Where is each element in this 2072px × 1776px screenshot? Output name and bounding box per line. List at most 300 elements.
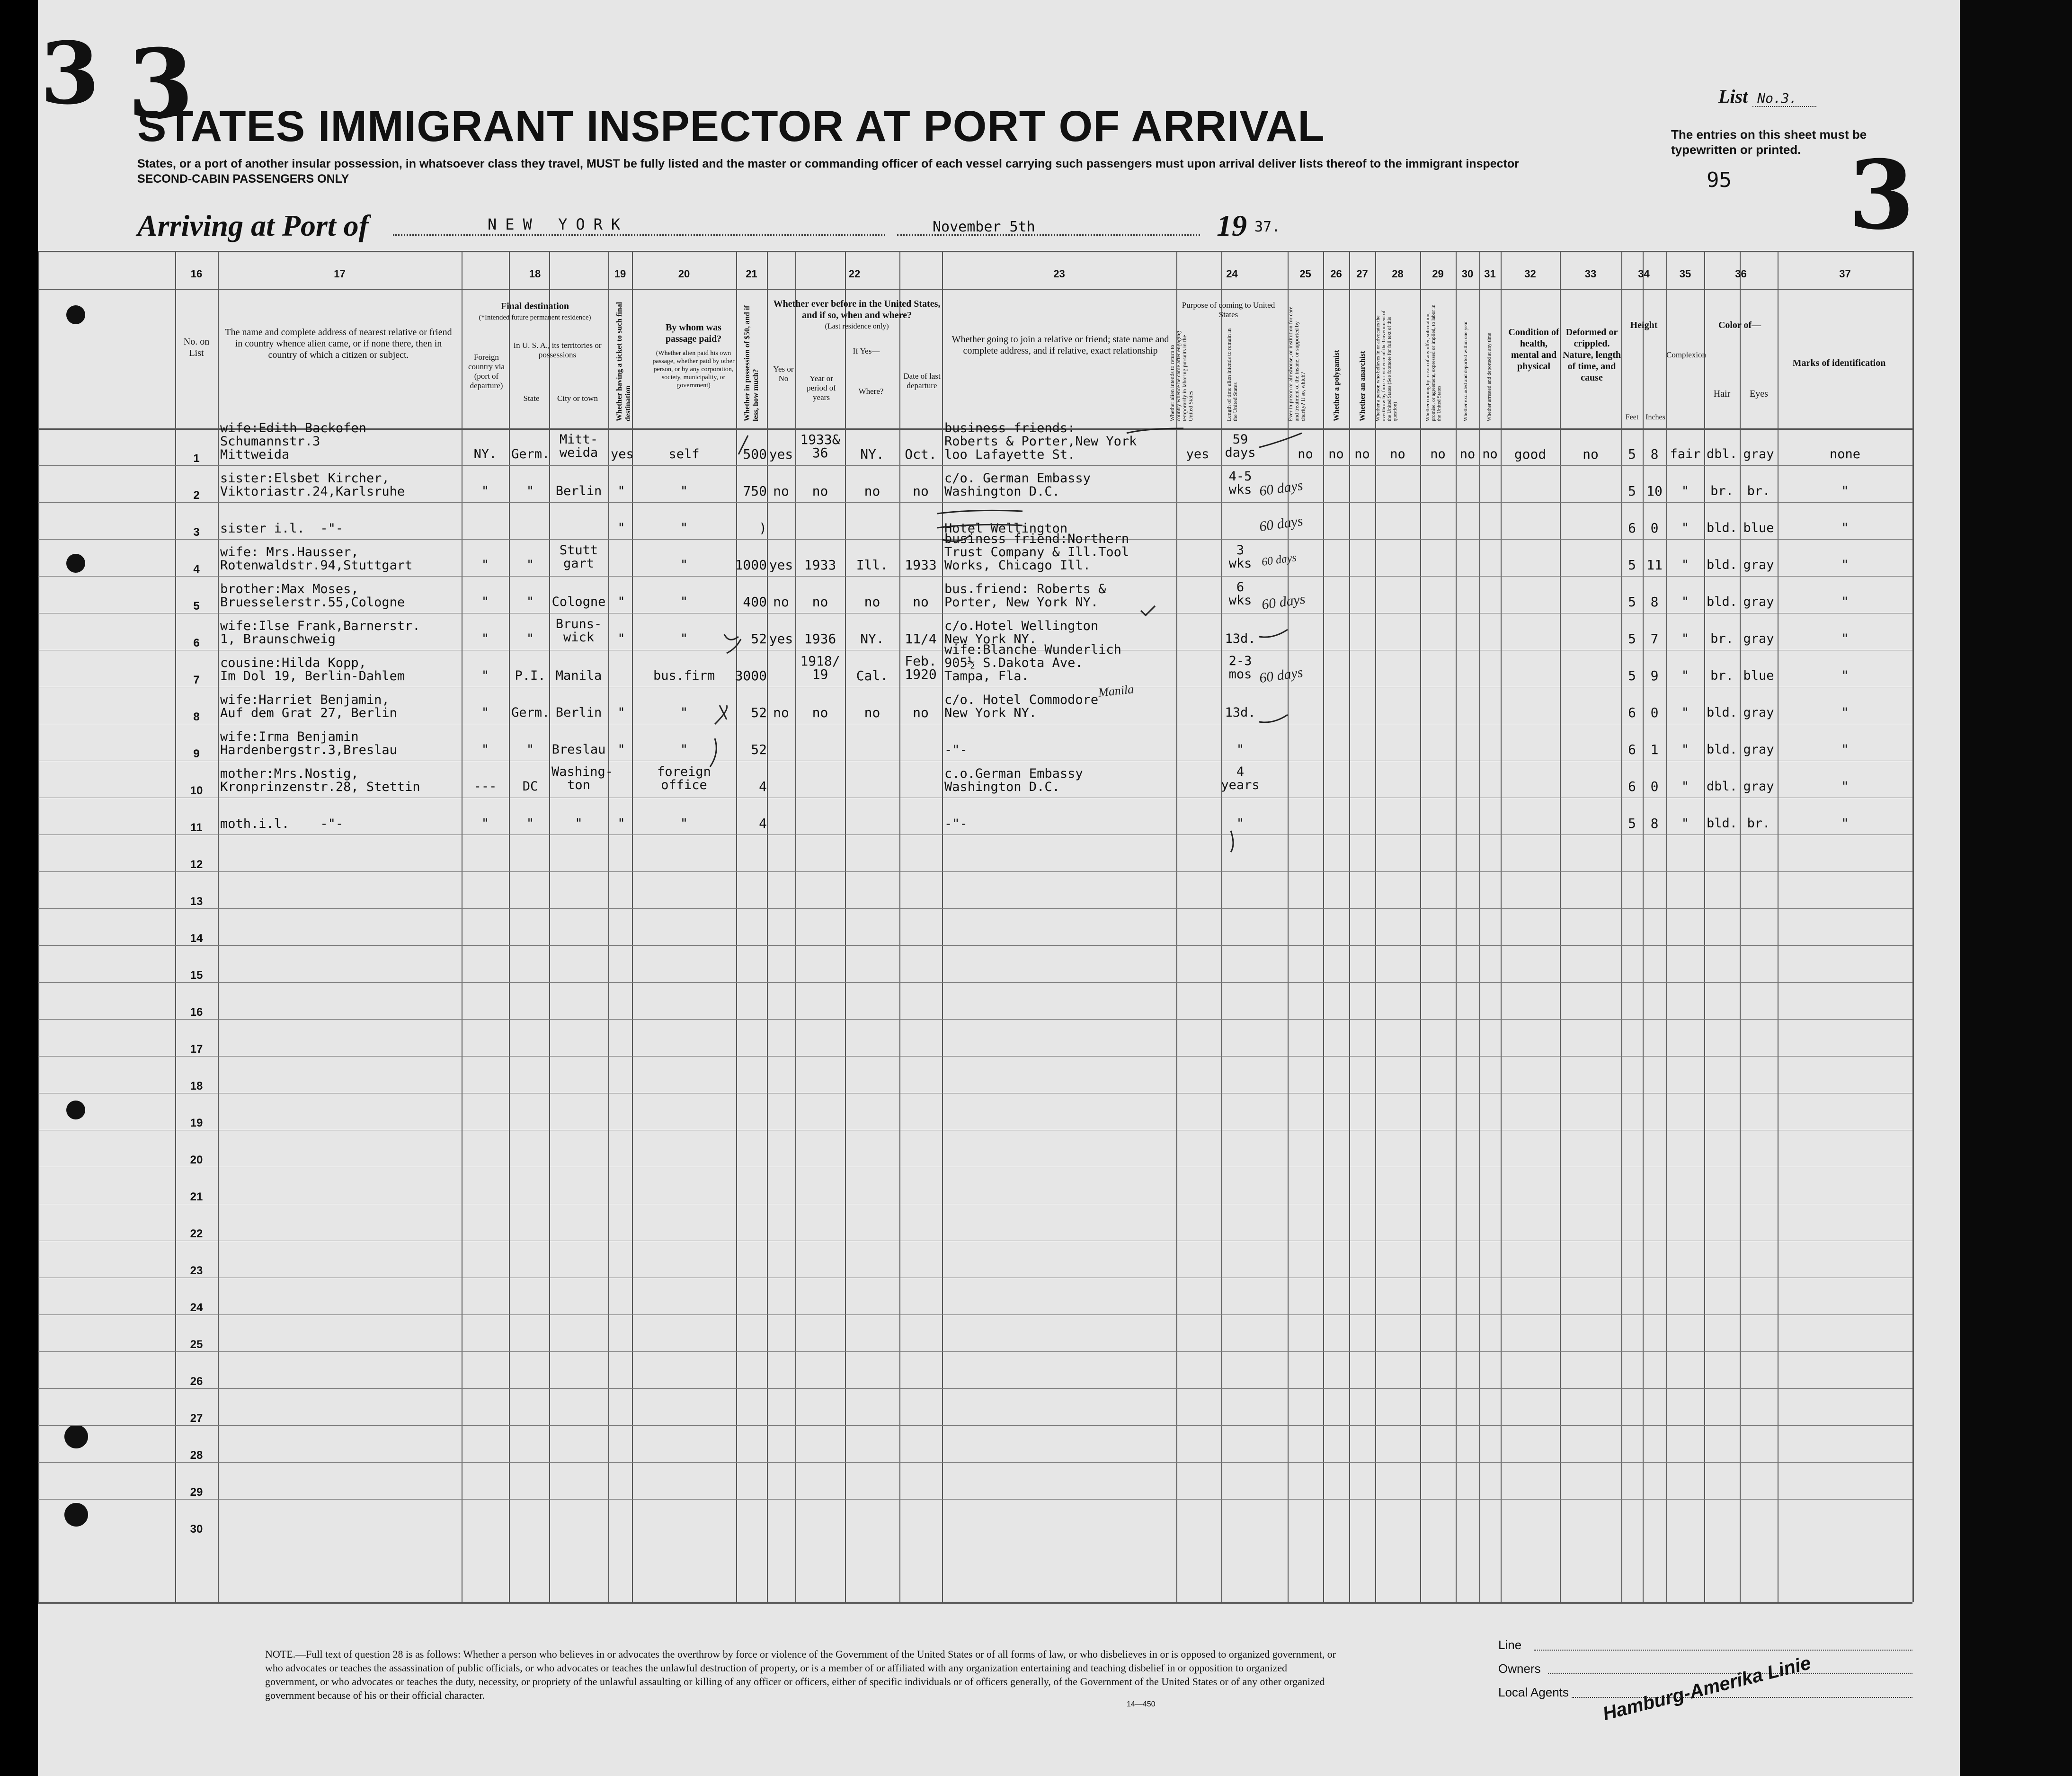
header-hair: Hair: [1713, 389, 1731, 399]
cell-before: no: [773, 705, 789, 720]
cell-join-1: wife:Blanche Wunderlich: [944, 642, 1121, 657]
cell-where: no: [864, 483, 880, 499]
cell-feet: 5: [1628, 816, 1636, 831]
header-excluded: Whether excluded and deported within one year: [1463, 321, 1468, 421]
handwritten-stay-note: 60 days: [1258, 664, 1304, 686]
cell-state: Germ.: [511, 447, 550, 462]
cell-join-3: Tampa, Fla.: [944, 669, 1029, 684]
cell-years: no: [812, 483, 828, 499]
cell-ticket: ": [617, 521, 625, 535]
cell-city: ": [575, 816, 583, 831]
cell-ticket: ": [617, 816, 625, 831]
cell-marks: ": [1841, 631, 1849, 646]
row-number: 19: [190, 1117, 203, 1129]
cell-money: 52: [751, 742, 767, 757]
cell-hair: br.: [1710, 631, 1734, 646]
cell-p-length: 4 years: [1221, 764, 1260, 792]
cell-foreign: ": [481, 742, 489, 757]
cell-feet: 5: [1628, 483, 1636, 499]
row-number: 7: [193, 674, 200, 686]
cell-state: ": [526, 558, 534, 572]
column-number: 29: [1432, 268, 1444, 280]
cell-money: 4: [759, 816, 767, 831]
cell-paid: self: [668, 447, 700, 462]
header-city: City or town: [557, 394, 598, 403]
header-if-yes: If Yes—: [853, 346, 880, 355]
cell-p-length: 3 wks: [1228, 543, 1252, 571]
cell-join-3: Works, Chicago Ill.: [944, 558, 1091, 573]
header-overthrow: Whether a person who believes in or advocates the overthrow by force or violence of the Government of the United States (See footnote for full text of this question): [1375, 311, 1398, 421]
cell-hair: bld.: [1706, 521, 1738, 535]
cell-marks: ": [1841, 668, 1849, 683]
cell-join-2: Trust Company & Ill.Tool: [944, 545, 1129, 559]
cell-money: 4: [759, 779, 767, 794]
row-number: 9: [193, 747, 200, 760]
cell-c26: no: [1328, 447, 1344, 462]
cell-c27: no: [1354, 447, 1370, 462]
cell-hair: br.: [1710, 668, 1734, 683]
cell-feet: 6: [1628, 742, 1636, 757]
cell-before: yes: [769, 557, 793, 573]
cell-feet: 5: [1628, 631, 1636, 647]
cell-p-length: 4-5 wks: [1228, 469, 1252, 497]
cell-city: Stutt gart: [559, 543, 598, 571]
cell-join-1: c/o. Hotel Commodore: [944, 693, 1099, 707]
cell-relative-1: mother:Mrs.Nostig,: [220, 766, 359, 781]
checkmark-stroke: [942, 535, 970, 541]
cell-complexion: ": [1681, 779, 1690, 794]
cell-join-1: -"-: [944, 817, 968, 831]
cell-state: ": [526, 595, 534, 609]
header-prison: Ever in prison or almshouse, or institution for care and treatment of the insane, or supported by charity? If so, which?: [1287, 306, 1306, 421]
column-number: 26: [1330, 268, 1342, 280]
column-number: 20: [678, 268, 690, 280]
row-number: 16: [190, 1006, 203, 1019]
cell-p-length: ": [1236, 742, 1245, 757]
cell-p-length: 13d.: [1225, 705, 1256, 720]
column-number: 31: [1484, 268, 1496, 280]
cell-paid: ": [680, 705, 688, 720]
cell-money: ): [759, 520, 767, 536]
arrival-date: November 5th: [933, 219, 1035, 235]
column-number: 17: [334, 268, 346, 280]
cell-departure: 1933: [905, 557, 937, 573]
row-number: 1: [193, 452, 200, 465]
cell-relative-3: Mittweida: [220, 447, 290, 462]
checkmark-stroke: [710, 738, 716, 767]
row-number: 22: [190, 1227, 203, 1240]
cell-hair: bld.: [1706, 816, 1738, 831]
cell-hair: bld.: [1706, 742, 1738, 757]
header-complexion: Complexion: [1666, 350, 1707, 359]
header-anarchist: Whether an anarchist: [1359, 351, 1367, 421]
row-number: 2: [193, 489, 200, 502]
cell-inches: 10: [1646, 483, 1663, 499]
cell-feet: 5: [1628, 446, 1636, 462]
cell-state: ": [526, 631, 534, 646]
page-subtitle: States, or a port of another insular possession, in whatsoever class they travel, MUST be fully listed and the master or commanding officer of each vessel carrying such passengers must upon arrival deliver lists thereof to the immigrant inspector SECOND-CABIN PASSENGERS ONLY: [137, 157, 1519, 186]
row-number: 24: [190, 1301, 203, 1314]
row-number: 27: [190, 1412, 203, 1425]
cell-eyes: gray: [1743, 705, 1774, 720]
checkmark-stroke: [738, 435, 748, 454]
header-yes-no: Yes or No: [773, 364, 794, 383]
cell-money: 52: [751, 631, 767, 647]
column-number: 30: [1461, 268, 1474, 280]
cell-foreign: ": [481, 668, 489, 683]
column-number: 21: [746, 268, 757, 280]
checkmark-strokes: [710, 428, 1302, 852]
cell-marks: ": [1841, 742, 1849, 757]
header-labor-offer: Whether coming by reason of any offer, solicitation, promise, or agreement, expressed or implied, to labor in the United States: [1425, 304, 1442, 421]
checkmark-stroke: [1259, 630, 1288, 637]
row-number: 28: [190, 1449, 203, 1462]
cell-eyes: gray: [1743, 779, 1774, 794]
cell-paid: ": [680, 631, 688, 646]
header-joining: Whether going to join a relative or friend; state name and complete address, and if relative, exact relationship: [952, 334, 1169, 356]
cell-relative-1: wife: Mrs.Hausser,: [220, 545, 359, 559]
cell-years: no: [812, 705, 828, 720]
checkmark-stroke: [1259, 433, 1302, 447]
footnote-question-28: NOTE.—Full text of question 28 is as follows: Whether a person who believes in or advocates the overthrow by force or violence of the Government of the United States or of all forms of law, or who disbelieves in or is opposed to organized government, or who advocates or teaches the assassination of public officials, or who advocates or teaches the unlawful destruction of property, or is a member of or affiliated with any organization entertaining and teaching disbelief in or opposition to organized government, or who advocates or teaches the duty, necessity, or propriety of the unlawful assaulting or killing of any officer or officers, either of specific individuals or of officers generally, of the Government of the United States or of any other organized government because of his or their official character.: [265, 1648, 1336, 1701]
line-label: Line: [1498, 1638, 1522, 1652]
checkmark-stroke: [724, 634, 741, 653]
cell-relative-2: Viktoriastr.24,Karlsruhe: [220, 484, 405, 499]
cell-state: DC: [522, 779, 538, 794]
cell-inches: 11: [1646, 557, 1663, 573]
header-purpose: Purpose of coming to United States: [1182, 301, 1275, 319]
column-number: 24: [1226, 268, 1238, 280]
cell-eyes: gray: [1743, 447, 1774, 462]
cell-departure: 11/4: [905, 631, 937, 647]
column-number: 18: [529, 268, 541, 280]
cell-join-2: Washington D.C.: [944, 484, 1060, 499]
cell-c30: no: [1459, 447, 1476, 462]
cell-join-1: Hotel Wellington: [944, 521, 1068, 536]
cell-health: good: [1514, 446, 1547, 462]
column-number: 33: [1584, 268, 1597, 280]
row-number: 5: [193, 600, 200, 613]
cell-before: no: [773, 594, 789, 610]
header-year-period: Year or period of years: [807, 374, 836, 402]
cell-years: no: [812, 594, 828, 610]
cell-city: Breslau: [551, 742, 606, 757]
cell-relative-1: wife:Edith Backofen: [220, 421, 366, 435]
cell-inches: 0: [1650, 779, 1659, 794]
header-where: Where?: [858, 387, 884, 396]
cell-foreign: ": [481, 558, 489, 572]
cell-relative-1: sister:Elsbet Kircher,: [220, 471, 390, 486]
cell-feet: 5: [1628, 557, 1636, 573]
form-number: 14—450: [1127, 1700, 1156, 1708]
cell-p-length: ": [1236, 816, 1245, 831]
cell-c29: no: [1430, 447, 1446, 462]
row-number: 26: [190, 1375, 203, 1388]
row-number: 20: [190, 1154, 203, 1166]
cell-before: yes: [769, 631, 793, 647]
cell-before: yes: [769, 446, 793, 462]
cell-marks: ": [1841, 705, 1849, 720]
cell-ticket: yes: [611, 447, 634, 462]
cell-hair: bld.: [1706, 595, 1738, 609]
cell-join-2: Washington D.C.: [944, 780, 1060, 794]
cell-hair: bld.: [1706, 558, 1738, 572]
cell-complexion: ": [1681, 484, 1690, 498]
cell-city: Cologne: [551, 595, 606, 609]
cell-feet: 5: [1628, 668, 1636, 684]
cell-complexion: ": [1681, 816, 1690, 831]
cell-complexion: fair: [1670, 447, 1701, 462]
page-number: 95: [1707, 168, 1732, 192]
cell-departure: no: [913, 483, 929, 499]
cell-years: 1936: [804, 631, 836, 647]
header-feet: Feet: [1625, 413, 1639, 421]
cell-years: 1933& 36: [800, 432, 840, 461]
cell-join-1: business friends:: [944, 421, 1076, 435]
column-number: 25: [1299, 268, 1311, 280]
cell-city: Berlin: [555, 484, 602, 498]
header-height: Height: [1630, 320, 1658, 330]
cell-money: 1000: [735, 557, 767, 573]
cell-complexion: ": [1681, 595, 1690, 609]
cell-inches: 9: [1650, 668, 1659, 684]
header-ticket: Whether having a ticket to such final destination: [615, 302, 632, 421]
column-number: 37: [1839, 268, 1851, 280]
column-number: 19: [614, 268, 626, 280]
cell-feet: 6: [1628, 520, 1636, 536]
cell-complexion: ": [1681, 558, 1690, 572]
cell-feet: 6: [1628, 705, 1636, 720]
sheet-mark-left: 3: [40, 24, 100, 124]
cell-foreign: ---: [473, 779, 497, 794]
cell-ticket: ": [617, 595, 625, 609]
cell-money: 500: [743, 446, 767, 462]
row-number: 21: [190, 1190, 203, 1203]
cell-marks: ": [1841, 816, 1849, 831]
header-purpose-return: Whether alien intends to return to country whence he came after engaging temporarily in laboring pursuits in the United States: [1169, 331, 1194, 421]
header-final-destination: Final destination (*Intended future permanent residence): [479, 301, 591, 321]
cell-eyes: blue: [1743, 668, 1774, 683]
cell-ticket: ": [617, 742, 625, 757]
cell-departure: no: [913, 705, 929, 720]
row-number: 23: [190, 1264, 203, 1277]
cell-p-length: 2-3 mos: [1228, 654, 1252, 682]
row-number: 13: [190, 895, 203, 908]
list-number: No.3.: [1752, 90, 1816, 107]
checkmark-stroke: [1259, 715, 1288, 722]
cell-join-1: -"-: [944, 743, 968, 757]
row-number: 17: [190, 1043, 203, 1056]
column-number: 27: [1356, 268, 1368, 280]
cell-money: 400: [743, 594, 767, 610]
cell-eyes: gray: [1743, 631, 1774, 646]
column-number: 22: [848, 268, 861, 280]
cell-c25: no: [1298, 447, 1313, 462]
page-title: STATES IMMIGRANT INSPECTOR AT PORT OF ARRIVAL: [137, 102, 1325, 151]
cell-p-length: 6 wks: [1228, 580, 1252, 608]
cell-relative-2: Rotenwaldstr.94,Stuttgart: [220, 558, 413, 573]
cell-eyes: gray: [1743, 595, 1774, 609]
cell-state: ": [526, 484, 534, 498]
row-number: 12: [190, 858, 203, 871]
header-eyes: Eyes: [1750, 389, 1768, 399]
header-by-whom: By whom was passage paid? (Whether alien paid his own passage, whether paid by other person, or by any corporation, society, municipality, or government): [652, 322, 735, 389]
cell-ticket: ": [617, 705, 625, 720]
cell-departure: no: [913, 594, 929, 610]
handwritten-stay-note: 60 days: [1258, 477, 1304, 499]
cell-join-1: bus.friend: Roberts &: [944, 582, 1106, 596]
cell-ticket: ": [617, 484, 625, 498]
checkmark-stroke: [937, 510, 1023, 528]
cell-relative-2: Im Dol 19, Berlin-Dahlem: [220, 669, 405, 684]
cell-join-1: c/o. German Embassy: [944, 471, 1091, 486]
cell-join-3: loo Lafayette St.: [944, 447, 1076, 462]
handwritten-stay-note: 60 days: [1261, 591, 1307, 613]
cell-before: no: [773, 483, 789, 499]
column-number: 34: [1638, 268, 1650, 280]
cell-inches: 8: [1650, 594, 1659, 610]
row-number: 3: [193, 526, 200, 539]
row-number: 14: [190, 932, 203, 945]
cell-relative-1: sister i.l. -"-: [220, 521, 344, 536]
header-polygamist: Whether a polygamist: [1333, 350, 1341, 421]
cell-eyes: br.: [1747, 484, 1770, 498]
cell-feet: 5: [1628, 594, 1636, 610]
cell-city: Manila: [555, 668, 602, 683]
cell-paid: ": [680, 595, 688, 609]
cell-join-2: New York NY.: [944, 706, 1037, 720]
arriving-label: Arriving at Port of: [137, 209, 369, 242]
cell-paid: bus.firm: [653, 668, 715, 683]
row-number: 4: [193, 563, 200, 576]
cell-relative-2: Auf dem Grat 27, Berlin: [220, 706, 397, 720]
cell-city: Berlin: [555, 705, 602, 720]
cell-inches: 0: [1650, 705, 1659, 720]
cell-marks: ": [1841, 521, 1849, 535]
cell-paid: ": [680, 521, 688, 535]
cell-paid: ": [680, 558, 688, 572]
cell-c31: no: [1482, 447, 1498, 462]
cell-city: Bruns- wick: [555, 617, 602, 645]
cell-money: 52: [751, 705, 767, 720]
header-date-departure: Date of last departure: [903, 372, 941, 390]
header-foreign-country: Foreign country via (port of departure): [468, 353, 505, 390]
cell-complexion: ": [1681, 668, 1690, 683]
cell-relative-2: Bruesselerstr.55,Cologne: [220, 595, 405, 610]
row-number: 11: [190, 821, 203, 834]
agents-field: [1572, 1697, 1912, 1698]
cell-c28: no: [1390, 447, 1405, 462]
cell-foreign: ": [481, 595, 489, 609]
cell-ticket: ": [617, 631, 625, 646]
owners-label: Owners: [1498, 1661, 1541, 1676]
cell-hair: dbl.: [1706, 779, 1738, 794]
row-number: 30: [190, 1523, 203, 1536]
cell-where: Cal.: [856, 668, 889, 684]
year-prefix: 19: [1217, 209, 1247, 242]
cell-join-1: c/o.Hotel Wellington: [944, 619, 1099, 633]
column-number: 36: [1735, 268, 1747, 280]
cell-money: 750: [743, 483, 767, 499]
header-no-on-list: No. on List: [183, 337, 210, 358]
cell-departure: Feb. 1920: [905, 653, 937, 682]
cell-where: NY.: [860, 446, 884, 462]
header-before-us: Whether ever before in the United States, and if so, when and where? (Last residence only): [773, 299, 941, 330]
cell-relative-1: wife:Irma Benjamin: [220, 729, 359, 744]
header-in-usa: In U. S. A., its territories or possessions: [513, 341, 602, 359]
cell-join-1: business friend:Northern: [944, 532, 1129, 546]
cell-foreign: ": [481, 705, 489, 720]
cell-relative-2: Schumannstr.3: [220, 434, 320, 449]
cell-paid: ": [680, 742, 688, 757]
line-field: [1534, 1650, 1912, 1651]
cell-state: P.I.: [515, 668, 546, 683]
cell-relative-1: brother:Max Moses,: [220, 582, 359, 596]
row-number: 10: [190, 784, 203, 797]
cell-state: ": [526, 742, 534, 757]
cell-paid: ": [680, 816, 688, 831]
shipping-line-stamp: Hamburg-Amerika Linie: [1601, 1652, 1813, 1724]
cell-years: 1918/ 19: [800, 653, 840, 682]
cell-foreign: ": [481, 816, 489, 831]
cell-deformed: no: [1583, 446, 1599, 462]
cell-relative-2: 1, Braunschweig: [220, 632, 336, 647]
cell-marks: ": [1841, 484, 1849, 498]
handwritten-stay-note: 60 days: [1261, 551, 1298, 569]
column-number: 28: [1392, 268, 1404, 280]
column-number: 23: [1053, 268, 1065, 280]
cell-eyes: gray: [1743, 558, 1774, 572]
cell-city: Mitt- weida: [559, 432, 598, 460]
cell-marks: ": [1841, 558, 1849, 572]
cell-join-2: Roberts & Porter,New York: [944, 434, 1137, 449]
handwritten-stay-note: 60 days: [1258, 513, 1304, 535]
row-number: 6: [193, 637, 200, 649]
row-number: 18: [190, 1080, 203, 1092]
cell-join-2: 905½ S.Dakota Ave.: [944, 656, 1083, 670]
header-arrested: Whether arrested and deported at any time: [1486, 333, 1492, 421]
cell-relative-1: cousine:Hilda Kopp,: [220, 656, 366, 670]
row-number: 29: [190, 1486, 203, 1499]
port-name: NEW YORK: [488, 215, 629, 233]
row-number: 15: [190, 969, 203, 982]
cell-paid: foreign office: [657, 764, 711, 792]
cell-paid: ": [680, 484, 688, 498]
cell-where: NY.: [860, 631, 884, 647]
cell-foreign: NY.: [473, 447, 497, 462]
cell-marks: none: [1829, 447, 1861, 462]
checkmark-stroke: [1141, 606, 1155, 615]
header-money: Whether in possession of $50, and if less, how much?: [743, 305, 760, 421]
cell-foreign: ": [481, 631, 489, 646]
column-number: 16: [190, 268, 203, 280]
header-state: State: [523, 394, 540, 403]
checkmark-stroke: [715, 705, 727, 724]
year-suffix: 37.: [1254, 219, 1281, 235]
cell-hair: br.: [1710, 484, 1734, 498]
agents-label: Local Agents: [1498, 1685, 1569, 1699]
checkmark-stroke: [1127, 428, 1183, 433]
cell-years: 1933: [804, 557, 836, 573]
cell-complexion: ": [1681, 521, 1690, 535]
cell-inches: 0: [1650, 520, 1659, 536]
header-deformed: Deformed or crippled. Nature, length of time, and cause: [1563, 327, 1621, 383]
cell-complexion: ": [1681, 742, 1690, 757]
header-color-of: Color of—: [1718, 320, 1761, 330]
sheet-mark-left-2: 3: [128, 28, 194, 140]
cell-state: ": [526, 816, 534, 831]
cell-inches: 1: [1650, 742, 1659, 757]
